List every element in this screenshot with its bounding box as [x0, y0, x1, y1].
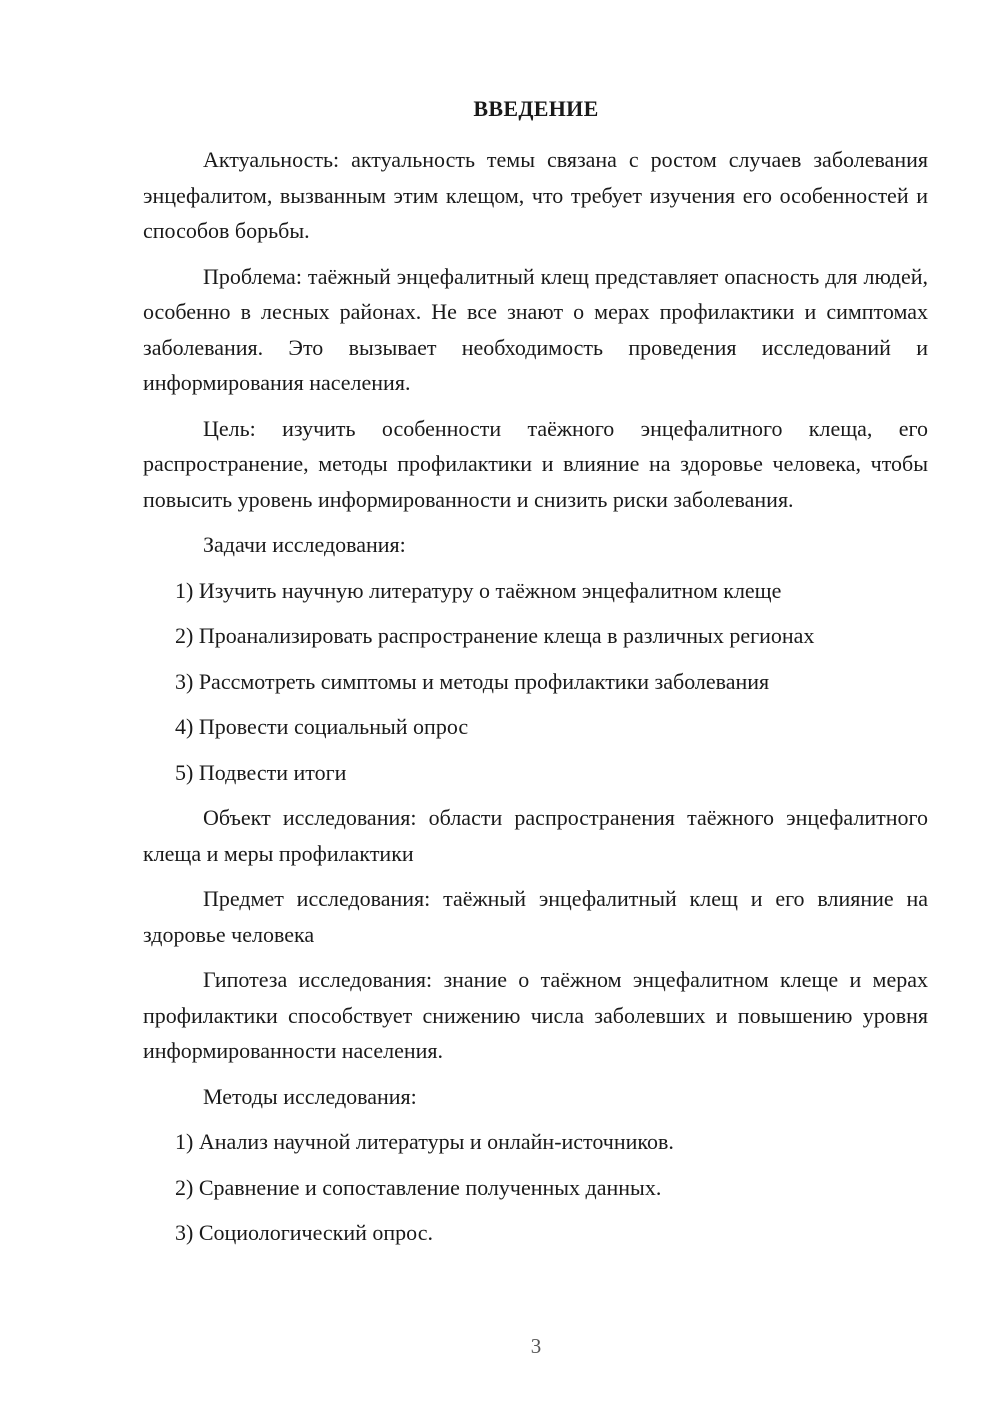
page-body	[143, 142, 928, 1261]
task-item: 2) Проанализировать распространение клеща в различных регионах	[175, 623, 815, 648]
methods-heading: Методы исследования:	[203, 1083, 417, 1109]
page-title: ВВЕДЕНИЕ	[473, 96, 599, 121]
task-item: 3) Рассмотреть симптомы и методы профилактики заболевания	[175, 668, 770, 694]
problem-paragraph: Проблема: таёжный энцефалитный клещ представляет опасность для людей, особенно в лесных районах. Не все знают о мерах профилактики и симптомах заболевания. Это вызывает необходимость проведения исследований и информирования населения.	[143, 263, 928, 395]
task-item: 4) Провести социальный опрос	[175, 714, 469, 739]
task-item: 5) Подвести итоги	[175, 759, 347, 785]
subject-paragraph: Предмет исследования: таёжный энцефалитный клещ и его влияние на здоровье человека	[143, 886, 928, 947]
goal-paragraph: Цель: изучить особенности таёжного энцефалитного клеща, его распространение, методы профилактики и влияние на здоровье человека, чтобы повысить уровень информированности и снизить риски заболевания.	[143, 415, 928, 512]
relevance-paragraph: Актуальность: актуальность темы связана с ростом случаев заболевания энцефалитом, вызванным этим клещом, что требует изучения его особенностей и способов борьбы.	[143, 147, 928, 243]
method-item: 2) Сравнение и сопоставление полученных данных.	[175, 1174, 662, 1200]
page-number: 3	[530, 1334, 542, 1358]
hypothesis-paragraph: Гипотеза исследования: знание о таёжном энцефалитном клеще и мерах профилактики способствует снижению числа заболевших и повышению уровня информированности населения.	[143, 967, 928, 1063]
object-paragraph: Объект исследования: области распространения таёжного энцефалитного клеща и меры профилактики	[143, 805, 928, 866]
tasks-heading: Задачи исследования:	[203, 532, 406, 557]
method-item: 1) Анализ научной литературы и онлайн-источников.	[175, 1129, 674, 1154]
method-item: 3) Социологический опрос.	[175, 1220, 433, 1245]
task-item: 1) Изучить научную литературу о таёжном энцефалитном клеще	[175, 577, 782, 603]
